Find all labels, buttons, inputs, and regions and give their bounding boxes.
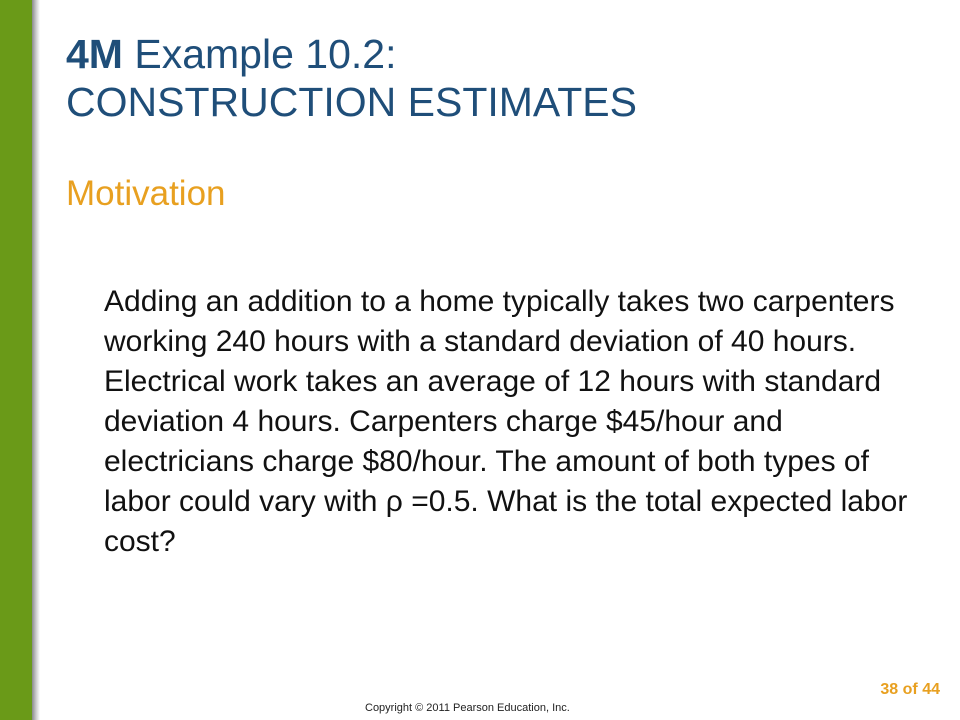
accent-bar-shadow xyxy=(32,0,40,720)
copyright-notice: Copyright © 2011 Pearson Education, Inc. xyxy=(365,702,570,714)
title-prefix: 4M xyxy=(66,31,123,77)
title-line2: CONSTRUCTION ESTIMATES xyxy=(66,79,637,125)
title-line1: Example 10.2: xyxy=(122,31,397,77)
section-subtitle: Motivation xyxy=(66,174,226,213)
slide-title xyxy=(66,30,926,126)
accent-bar xyxy=(0,0,32,720)
body-paragraph: Adding an addition to a home typically takes two carpenters working 240 hours with a standard deviation of 40 hours. Electrical work takes an average of 12 hours with standard deviation 4 hours. Carpenters charge $45/hour and electricians charge $80/hour. The amount of both types of labor could vary with ρ =0.5. What is the total expected labor cost? xyxy=(104,285,908,558)
page-number: 38 of 44 xyxy=(880,681,940,698)
